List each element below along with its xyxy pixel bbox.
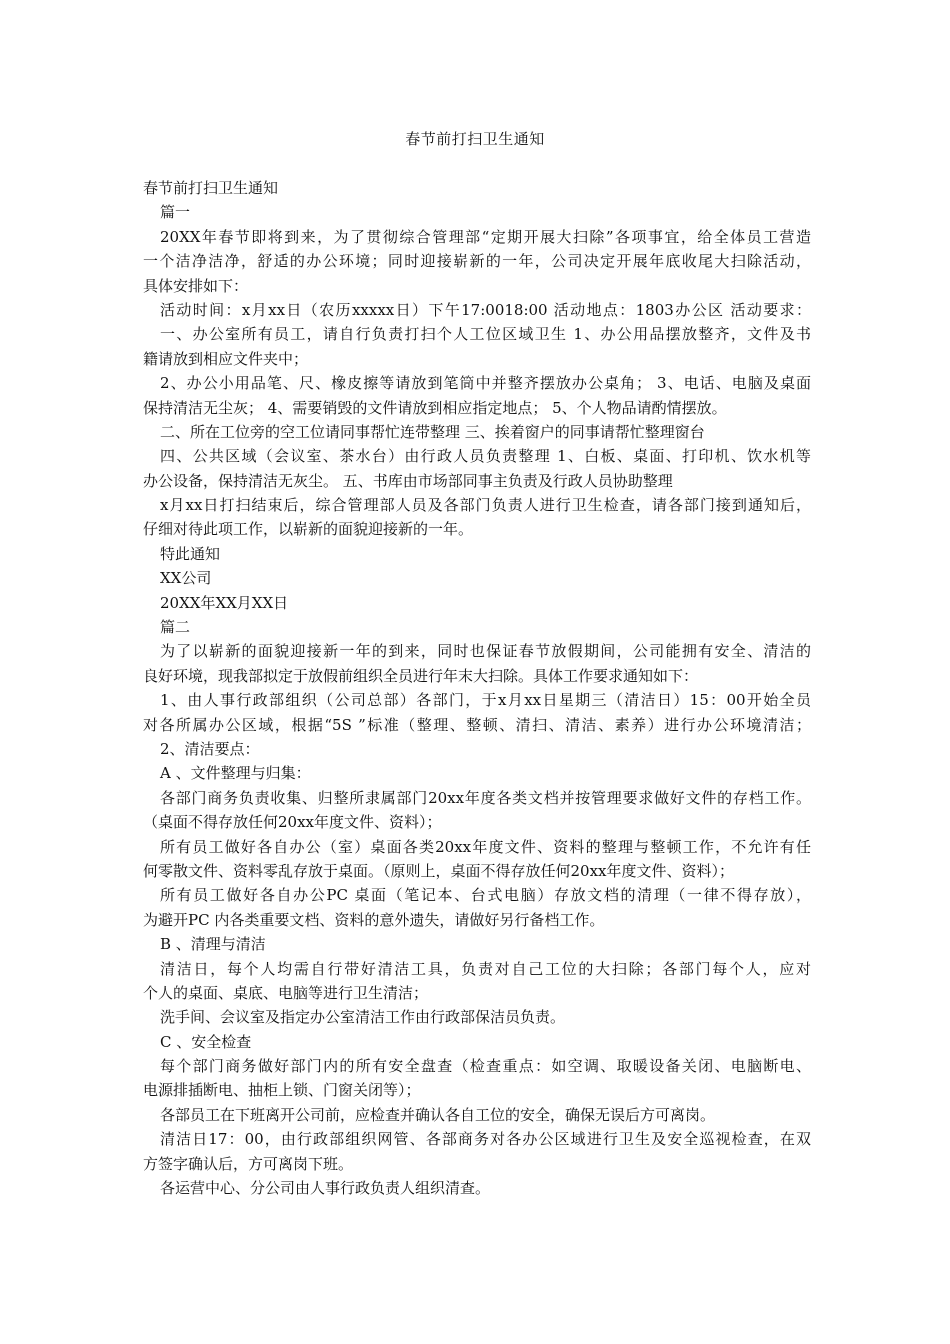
text-line: 所有员工做好各自办公（室）桌面各类20xx年度文件、资料的整理与整顿工作，不允许有任 xyxy=(160,837,811,856)
text-line: 各运营中心、分公司由人事行政负责人组织清查。 xyxy=(160,1179,491,1198)
text-line: 保持清洁无尘灰； 4、需要销毁的文件请放到相应指定地点； 5、个人物品请酌情摆放。 xyxy=(143,398,727,417)
text-line: 一个洁净洁净，舒适的办公环境；同时迎接崭新的一年，公司决定开展年底收尾大扫除活动， xyxy=(143,252,811,271)
text-line: 篇一 xyxy=(160,203,191,222)
text-line: 各部门商务负责收集、归整所隶属部门20xx年度各类文档并按管理要求做好文件的存档工作。 xyxy=(160,788,811,807)
text-line: 对各所属办公区域，根据“5S ”标准（整理、整顿、清扫、清洁、素养）进行办公环境清洁； xyxy=(143,715,811,734)
text-line: 20XX年XX月XX日 xyxy=(160,593,289,612)
text-line: B 、清理与清洁 xyxy=(160,935,266,954)
text-line: 一、办公室所有员工，请自行负责打扫个人工位区域卫生 1、办公用品摆放整齐，文件及书 xyxy=(160,325,811,344)
text-line: 四、公共区域（会议室、茶水台）由行政人员负责整理 1、白板、桌面、打印机、饮水机等 xyxy=(160,447,811,466)
text-line: 为避开PC 内各类重要文档、资料的意外遗失，请做好另行备档工作。 xyxy=(143,910,605,929)
text-line: 籍请放到相应文件夹中； xyxy=(143,349,309,368)
text-line: 所有员工做好各自办公PC 桌面（笔记本、台式电脑）存放文档的清理（一律不得存放）， xyxy=(160,886,811,905)
text-line: C 、安全检查 xyxy=(160,1032,252,1051)
text-line: 各部员工在下班离开公司前，应检查并确认各自工位的安全，确保无误后方可离岗。 xyxy=(160,1105,716,1124)
text-line: 洗手间、会议室及指定办公室清洁工作由行政部保洁员负责。 xyxy=(160,1008,566,1027)
text-line: 清洁日17：00，由行政部组织网管、各部商务对各办公区域进行卫生及安全巡视检查，在双 xyxy=(160,1130,811,1149)
document-title: 春节前打扫卫生通知 xyxy=(405,130,545,148)
text-line: 仔细对待此项工作，以崭新的面貌迎接新的一年。 xyxy=(143,520,474,539)
text-line: 特此通知 xyxy=(160,544,221,563)
text-line: 清洁日，每个人均需自行带好清洁工具，负责对自己工位的大扫除；各部门每个人，应对 xyxy=(160,959,811,978)
text-line: 20XX年春节即将到来，为了贯彻综合管理部“定期开展大扫除”各项事宜，给全体员工营造 xyxy=(160,227,811,246)
text-line: XX公司 xyxy=(160,569,212,588)
text-line: 电源排插断电、抽柜上锁、门窗关闭等）； xyxy=(143,1081,421,1100)
text-line: 良好环境，现我部拟定于放假前组织全员进行年末大扫除。具体工作要求通知如下： xyxy=(143,666,699,685)
text-line: 具体安排如下： xyxy=(143,276,249,295)
text-line: 活动时间：x月xx日（农历xxxxx日）下午17:0018:00 活动地点：1803办公区 活动要求： xyxy=(160,300,811,319)
text-line: 篇二 xyxy=(160,618,191,637)
text-line: （桌面不得存放任何20xx年度文件、资料）； xyxy=(143,813,442,832)
text-line: 为了以崭新的面貌迎接新一年的到来，同时也保证春节放假期间，公司能拥有安全、清洁的 xyxy=(160,642,811,661)
document-body xyxy=(143,176,811,1200)
text-line: 1、由人事行政部组织（公司总部）各部门，于x月xx日星期三（清洁日）15：00开始全员 xyxy=(160,691,811,710)
text-line: 2、办公小用品笔、尺、橡皮擦等请放到笔筒中并整齐摆放办公桌角； 3、电话、电脑及桌面 xyxy=(160,374,811,393)
text-line: 办公设备，保持清洁无灰尘。 五、书库由市场部同事主负责及行政人员协助整理 xyxy=(143,471,673,490)
text-line: 何零散文件、资料零乱存放于桌面。（原则上，桌面不得存放任何20xx年度文件、资料）； xyxy=(143,861,735,880)
text-line: 方签字确认后，方可离岗下班。 xyxy=(143,1154,354,1173)
text-line: 二、所在工位旁的空工位请同事帮忙连带整理 三、挨着窗户的同事请帮忙整理窗台 xyxy=(160,422,705,441)
text-line: 春节前打扫卫生通知 xyxy=(143,179,279,197)
text-line: A 、文件整理与归集： xyxy=(160,764,311,783)
text-line: x月xx日打扫结束后，综合管理部人员及各部门负责人进行卫生检查，请各部门接到通知后， xyxy=(160,496,811,515)
text-line: 2、清洁要点： xyxy=(160,739,260,758)
text-line: 个人的桌面、桌底、电脑等进行卫生清洁； xyxy=(143,983,429,1002)
text-line: 每个部门商务做好部门内的所有安全盘查（检查重点：如空调、取暖设备关闭、电脑断电、 xyxy=(160,1057,811,1076)
